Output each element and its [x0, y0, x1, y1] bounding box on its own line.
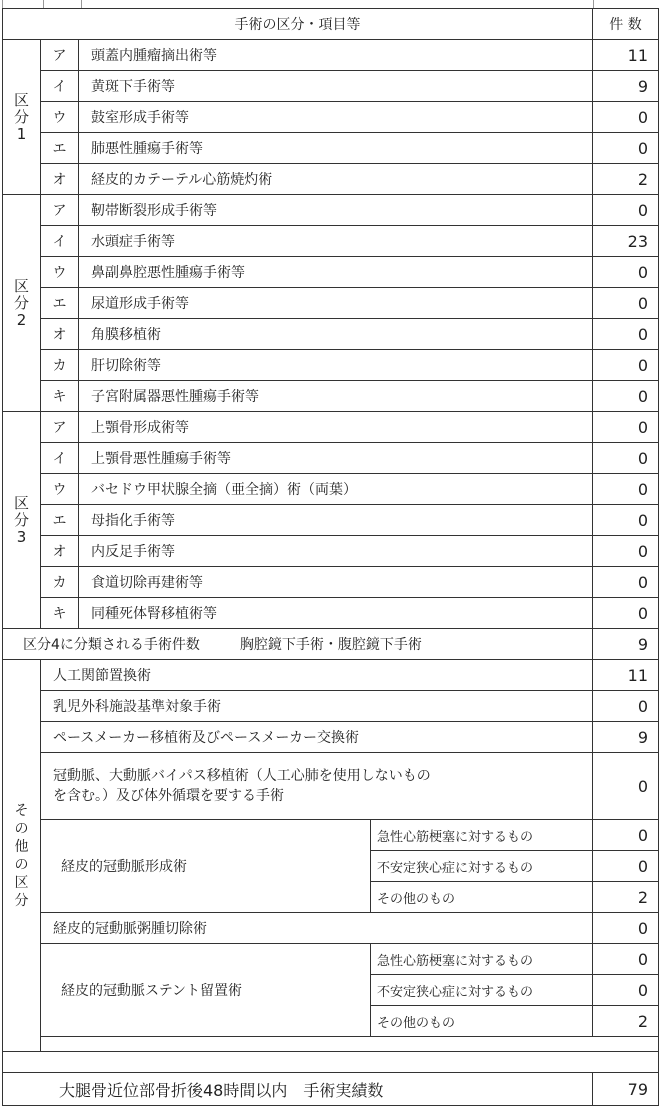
table-row: [3, 660, 659, 691]
row-count: 0: [593, 381, 659, 412]
row-count: 0: [593, 288, 659, 319]
table-row: [3, 753, 659, 820]
row-count: 0: [593, 443, 659, 474]
sub-name: 急性心筋梗塞に対するもの: [371, 944, 593, 975]
row-kana: ウ: [41, 474, 79, 505]
table-row: [3, 722, 659, 753]
row-name: 経皮的カテーテル心筋焼灼術: [79, 164, 593, 195]
table-row: [3, 691, 659, 722]
row-kana: ウ: [41, 257, 79, 288]
row-name: 靭帯断裂形成手術等: [79, 195, 593, 226]
row-name: 冠動脈、大動脈バイパス移植術（人工心肺を使用しないものを含む。）及び体外循環を要する手術: [41, 753, 593, 820]
gap-row: [3, 1052, 659, 1073]
row-count: 0: [593, 133, 659, 164]
row-name: 同種死体腎移植術等: [79, 598, 593, 629]
row-count: 0: [593, 350, 659, 381]
section3-label: 区 分 3: [3, 412, 41, 629]
row-name: 食道切除再建術等: [79, 567, 593, 598]
table-row: [3, 944, 659, 975]
row-kana: エ: [41, 505, 79, 536]
spacer-row: [3, 1037, 659, 1052]
row-kana: カ: [41, 567, 79, 598]
table-row: [3, 257, 659, 288]
row-kana: イ: [41, 443, 79, 474]
row-name: ペースメーカー移植術及びペースメーカー交換術: [41, 722, 593, 753]
section2-label: 区 分 2: [3, 195, 41, 412]
header-category: 手術の区分・項目等: [3, 9, 593, 40]
row-name: 母指化手術等: [79, 505, 593, 536]
footer-name: 大腿骨近位部骨折後48時間以内 手術実績数: [3, 1073, 593, 1106]
row-count: 0: [593, 412, 659, 443]
table-row: [3, 598, 659, 629]
row-name: 上顎骨悪性腫瘍手術等: [79, 443, 593, 474]
row-name: 尿道形成手術等: [79, 288, 593, 319]
row-kana: キ: [41, 598, 79, 629]
row-name: 角膜移植術: [79, 319, 593, 350]
row-count: 11: [593, 660, 659, 691]
sub-name: その他のもの: [371, 1006, 593, 1037]
row-count: 0: [593, 195, 659, 226]
row-name: バセドウ甲状腺全摘（亜全摘）術（両葉）: [79, 474, 593, 505]
row-name: 黄斑下手術等: [79, 71, 593, 102]
row-kana: オ: [41, 164, 79, 195]
header-count: 件 数: [593, 9, 659, 40]
row-kana: オ: [41, 536, 79, 567]
sub-name: 急性心筋梗塞に対するもの: [371, 820, 593, 851]
row-count: 0: [593, 753, 659, 820]
row-name: 上顎骨形成術等: [79, 412, 593, 443]
sub-name: その他のもの: [371, 882, 593, 913]
row-kana: オ: [41, 319, 79, 350]
row-count: 2: [593, 164, 659, 195]
section1-label: 区 分 1: [3, 40, 41, 195]
gap-cell: [3, 1052, 659, 1073]
sub-count: 0: [593, 851, 659, 882]
table-row: [3, 820, 659, 851]
other-label: そ の 他 の 区 分: [3, 660, 41, 1052]
row-kana: イ: [41, 226, 79, 257]
row-name: 乳児外科施設基準対象手術: [41, 691, 593, 722]
row-name: 頭蓋内腫瘤摘出術等: [79, 40, 593, 71]
row-kana: カ: [41, 350, 79, 381]
section4-label: 区分4に分類される手術件数: [23, 637, 200, 653]
row-count: 0: [593, 505, 659, 536]
surgery-count-table: [2, 8, 659, 1106]
footer-row: [3, 1073, 659, 1106]
row-name: 鼓室形成手術等: [79, 102, 593, 133]
table-row: [3, 412, 659, 443]
row-count: 0: [593, 691, 659, 722]
table-row: [3, 319, 659, 350]
sub-count: 2: [593, 1006, 659, 1037]
sub-count: 2: [593, 882, 659, 913]
table-row: [3, 443, 659, 474]
row-count: 0: [593, 536, 659, 567]
row-kana: イ: [41, 71, 79, 102]
top-rule: [2, 0, 659, 8]
sub-count: 0: [593, 944, 659, 975]
row-count: 0: [593, 257, 659, 288]
table-row: [3, 288, 659, 319]
row-count: 0: [593, 567, 659, 598]
sub-name: 不安定狭心症に対するもの: [371, 975, 593, 1006]
table-row: [3, 133, 659, 164]
table-row: [3, 226, 659, 257]
row-name: 鼻副鼻腔悪性腫瘍手術等: [79, 257, 593, 288]
sub-name: 不安定狭心症に対するもの: [371, 851, 593, 882]
row-kana: ア: [41, 40, 79, 71]
table-row: [3, 195, 659, 226]
section4-name: 胸腔鏡下手術・腹腔鏡下手術: [239, 637, 422, 653]
row-name: 子宮附属器悪性腫瘍手術等: [79, 381, 593, 412]
table-row: [3, 102, 659, 133]
section4-cell: [3, 629, 593, 660]
section4-count: 9: [593, 629, 659, 660]
row-kana: ア: [41, 412, 79, 443]
row-count: 23: [593, 226, 659, 257]
sub-count: 0: [593, 975, 659, 1006]
pci-name: 経皮的冠動脈形成術: [41, 820, 371, 913]
table-row: [3, 381, 659, 412]
table-row: [3, 505, 659, 536]
row-count: 0: [593, 913, 659, 944]
row-count: 0: [593, 474, 659, 505]
table-row: [3, 913, 659, 944]
table-header-row: [3, 9, 659, 40]
table-row: [3, 40, 659, 71]
row-kana: ア: [41, 195, 79, 226]
row-kana: エ: [41, 288, 79, 319]
row-count: 0: [593, 598, 659, 629]
row-kana: キ: [41, 381, 79, 412]
stent-name: 経皮的冠動脈ステント留置術: [41, 944, 371, 1037]
table-row: [3, 474, 659, 505]
spacer-cell: [41, 1037, 659, 1052]
row-count: 0: [593, 102, 659, 133]
row-count: 11: [593, 40, 659, 71]
sub-count: 0: [593, 820, 659, 851]
row-count: 9: [593, 722, 659, 753]
row-kana: ウ: [41, 102, 79, 133]
table-row: [3, 536, 659, 567]
row-kana: エ: [41, 133, 79, 164]
row-name: 経皮的冠動脈粥腫切除術: [41, 913, 593, 944]
table-row: [3, 71, 659, 102]
table-row: [3, 350, 659, 381]
section4-row: [3, 629, 659, 660]
row-name: 人工関節置換術: [41, 660, 593, 691]
row-name: 水頭症手術等: [79, 226, 593, 257]
footer-count: 79: [593, 1073, 659, 1106]
table-row: [3, 567, 659, 598]
table-row: [3, 164, 659, 195]
row-count: 0: [593, 319, 659, 350]
row-count: 9: [593, 71, 659, 102]
row-name: 内反足手術等: [79, 536, 593, 567]
row-name: 肺悪性腫瘍手術等: [79, 133, 593, 164]
row-name: 肝切除術等: [79, 350, 593, 381]
